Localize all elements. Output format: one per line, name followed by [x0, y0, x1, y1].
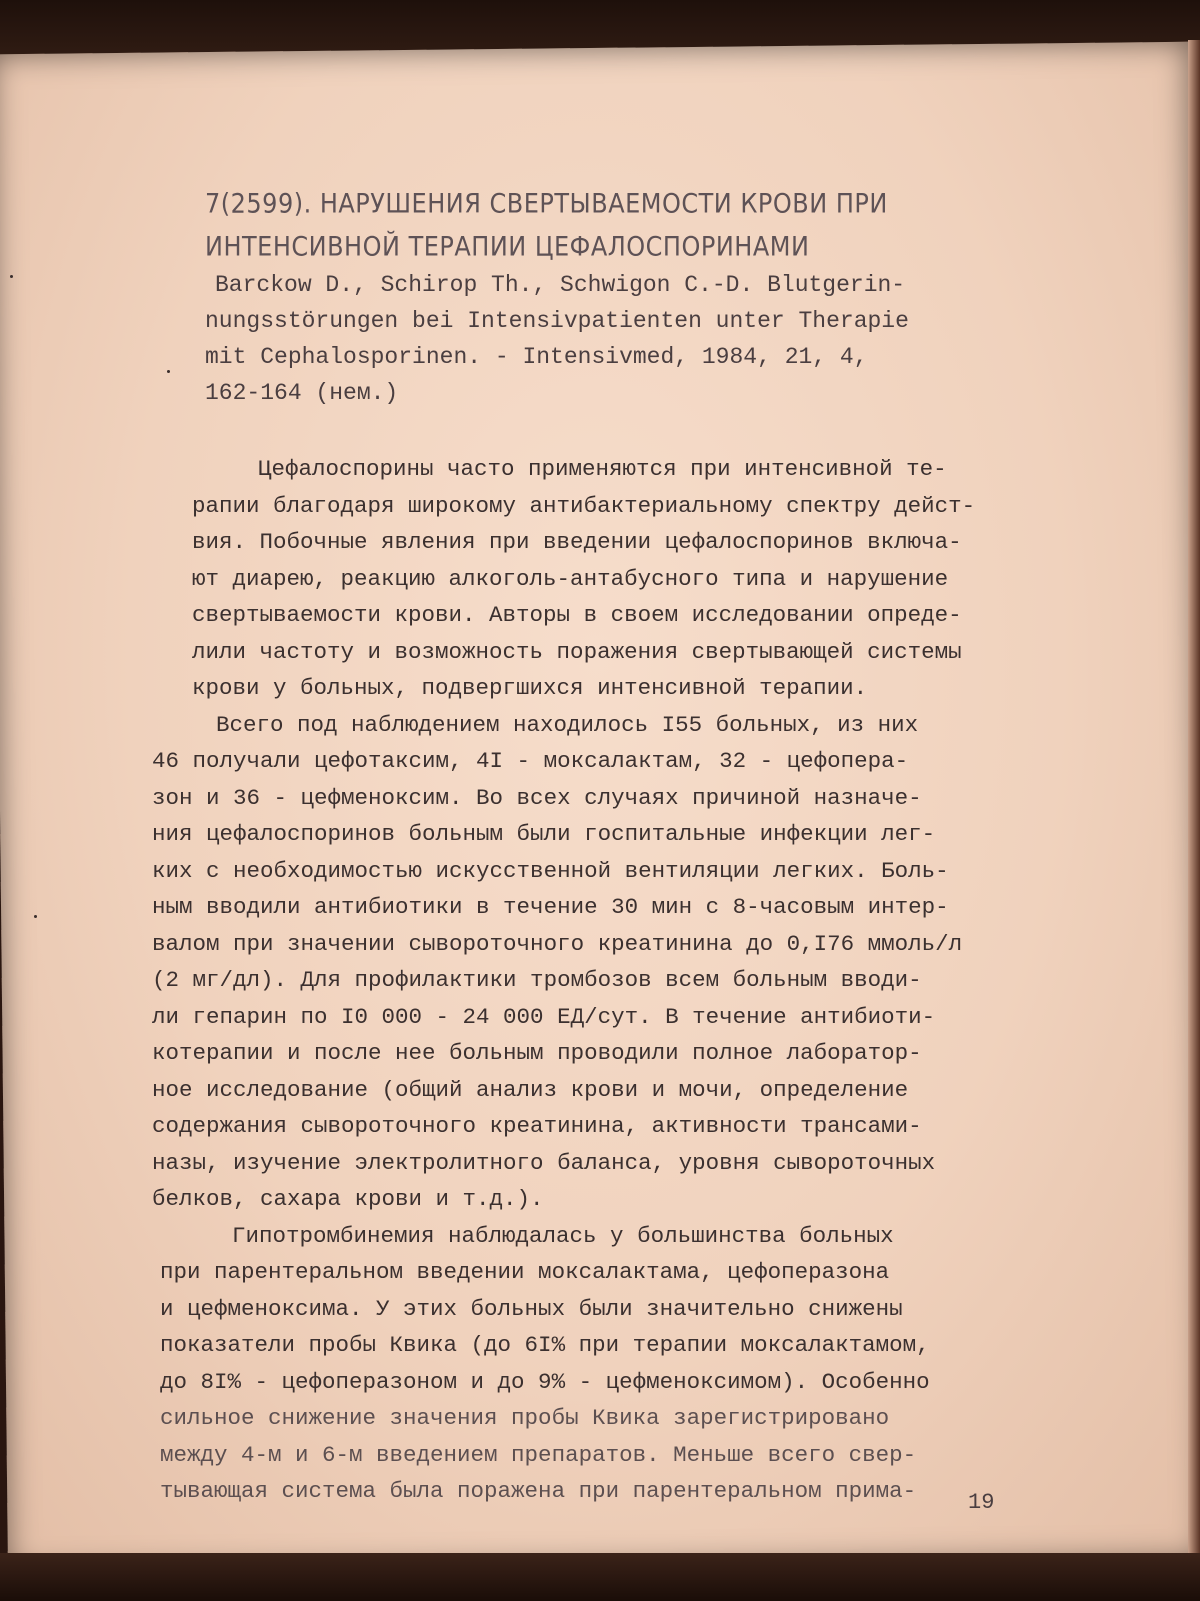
text-line: до 8I% - цефоперазоном и до 9% - цефменоксимом). Особенно	[160, 1368, 930, 1395]
text-line: показатели пробы Квика (до 6I% при терапии моксалактамом,	[160, 1332, 930, 1358]
text-line: котерапии и после нее больным проводили полное лаборатор-	[152, 1040, 922, 1066]
text-line: ют диарею, реакцию алкоголь-антабусного типа и нарушение	[192, 565, 949, 592]
text-line: сильное снижение значения пробы Квика зарегистрировано	[160, 1405, 890, 1431]
text-line: назы, изучение электролитного баланса, уровня сывороточных	[152, 1149, 936, 1176]
text-line: свертываемости крови. Авторы в своем исследовании опреде-	[192, 602, 962, 628]
page-edge	[1188, 40, 1200, 1560]
text-line: (2 мг/дл). Для профилактики тромбозов всем больным вводи-	[152, 967, 922, 993]
text-line: тывающая система была поражена при парентеральном прима-	[160, 1478, 917, 1504]
text-line: крови у больных, подвергшихся интенсивной терапии.	[192, 675, 868, 701]
text-line: белков, сахара крови и т.д.).	[152, 1186, 544, 1212]
bibliographic-citation	[205, 267, 985, 411]
text-line: между 4-м и 6-м введением препаратов. Меньше всего свер-	[160, 1441, 917, 1468]
text-line: рапии благодаря широкому антибактериальному спектру дейст-	[192, 492, 976, 519]
heading-line: 7(2599). НАРУШЕНИЯ СВЕРТЫВАЕМОСТИ КРОВИ ПРИ	[205, 188, 888, 220]
text-line: и цефменоксима. У этих больных были значительно снижены	[160, 1295, 903, 1322]
citation-line: mit Cephalosporinen. - Intensivmed, 1984, 21, 4,	[205, 344, 868, 370]
margin-mark	[34, 915, 37, 918]
text-line: лили частоту и возможность поражения свертывающей системы	[192, 638, 962, 665]
paragraph	[152, 707, 1040, 1218]
heading-line: ИНТЕНСИВНОЙ ТЕРАПИИ ЦЕФАЛОСПОРИНАМИ	[205, 231, 810, 263]
citation-line: Barckow D., Schirop Th., Schwigon C.-D. Blutgerin-	[215, 272, 906, 298]
margin-mark	[10, 275, 13, 278]
paragraph	[192, 451, 1040, 707]
text-line: ния цефалоспоринов больным были госпитальные инфекции лег-	[152, 821, 936, 847]
background-bottom	[0, 1553, 1200, 1601]
article-body	[152, 451, 1040, 1510]
text-line: при парентеральном введении моксалактама, цефоперазона	[160, 1259, 890, 1285]
text-line: валом при значении сывороточного креатинина до 0,I76 ммоль/л	[152, 930, 963, 957]
text-line: 46 получали цефотаксим, 4I - моксалактам, 32 - цефопера-	[152, 748, 909, 774]
text-line: ли гепарин по I0 000 - 24 000 ЕД/сут. В течение антибиоти-	[152, 1003, 936, 1030]
page-number: 19	[968, 1490, 995, 1515]
text-line: зон и 36 - цефменоксим. Во всех случаях причиной назначе-	[152, 784, 922, 811]
document-content	[152, 183, 1040, 1510]
text-line: ких с необходимостью искусственной вентиляции легких. Боль-	[152, 857, 949, 884]
citation-line: nungsstörungen bei Intensivpatienten unter Therapie	[205, 308, 909, 334]
text-line: вия. Побочные явления при введении цефалоспоринов включа-	[192, 529, 962, 555]
article-heading	[205, 183, 1040, 269]
text-line: Цефалоспорины часто применяются при интенсивной те-	[258, 456, 947, 482]
text-line: ное исследование (общий анализ крови и мочи, определение	[152, 1076, 909, 1103]
citation-line: 162-164 (нем.)	[205, 380, 399, 406]
text-line: Гипотромбинемия наблюдалась у большинства больных	[232, 1222, 894, 1249]
paragraph	[160, 1218, 1040, 1510]
text-line: содержания сывороточного креатинина, активности трансами-	[152, 1113, 922, 1139]
text-line: ным вводили антибиотики в течение 30 мин с 8-часовым интер-	[152, 894, 949, 920]
text-line: Всего под наблюдением находилось I55 больных, из них	[216, 711, 919, 738]
